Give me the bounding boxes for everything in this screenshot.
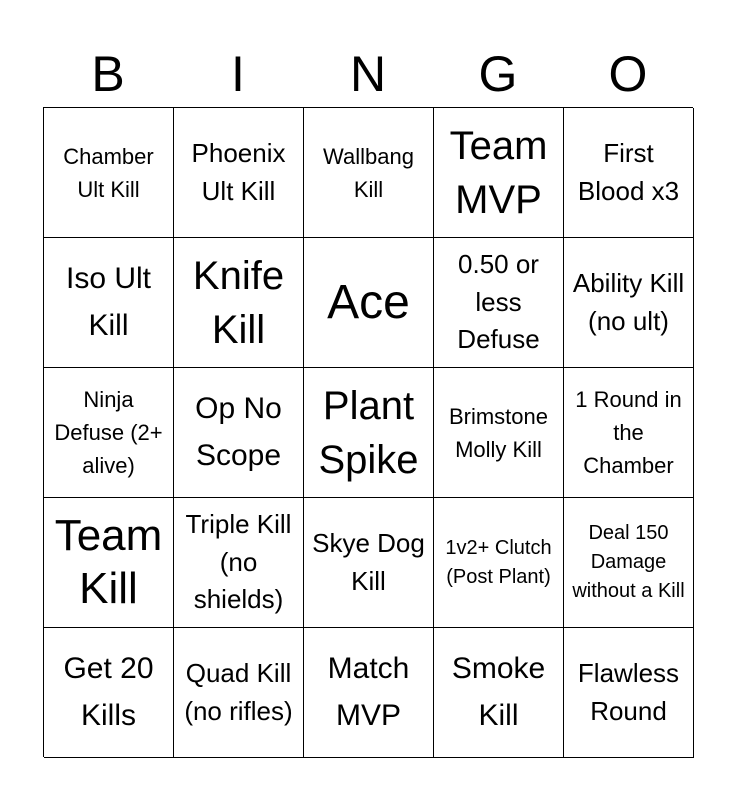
bingo-header bbox=[43, 40, 693, 108]
cell-label: First Blood x3 bbox=[577, 137, 680, 206]
cell-label: Smoke Kill bbox=[451, 652, 546, 732]
bingo-cell[interactable] bbox=[304, 238, 434, 368]
header-letter-b: B bbox=[91, 46, 125, 102]
bingo-cell[interactable] bbox=[44, 498, 174, 628]
cell-label: 1 Round in the Chamber bbox=[575, 387, 682, 478]
cell-label: Ability Kill (no ult) bbox=[572, 267, 685, 336]
bingo-cell[interactable] bbox=[434, 628, 564, 758]
header-letter-n: N bbox=[349, 46, 387, 102]
cell-label: 1v2+ Clutch (Post Plant) bbox=[445, 536, 552, 588]
cell-label: Phoenix Ult Kill bbox=[191, 137, 286, 206]
cell-label: Team Kill bbox=[54, 510, 163, 613]
cell-label: 0.50 or less Defuse bbox=[457, 248, 540, 355]
cell-label: Get 20 Kills bbox=[63, 652, 154, 732]
header-letter-g: G bbox=[478, 46, 518, 102]
bingo-cell[interactable] bbox=[44, 108, 174, 238]
bingo-cell[interactable] bbox=[174, 498, 304, 628]
bingo-cell[interactable] bbox=[564, 368, 694, 498]
cell-label: Flawless Round bbox=[577, 657, 680, 726]
bingo-cell[interactable] bbox=[174, 238, 304, 368]
bingo-cell[interactable] bbox=[564, 108, 694, 238]
bingo-board bbox=[43, 107, 693, 757]
bingo-cell[interactable] bbox=[434, 108, 564, 238]
cell-label: Team MVP bbox=[449, 123, 548, 222]
cell-label: Quad Kill (no rifles) bbox=[184, 657, 293, 726]
bingo-cell[interactable] bbox=[304, 498, 434, 628]
cell-label: Skye Dog Kill bbox=[312, 527, 425, 596]
cell-label: Knife Kill bbox=[192, 253, 285, 352]
cell-label: Deal 150 Damage without a Kill bbox=[572, 522, 685, 602]
cell-label: Op No Scope bbox=[195, 392, 282, 472]
bingo-cell[interactable] bbox=[174, 628, 304, 758]
bingo-cell[interactable] bbox=[304, 628, 434, 758]
bingo-cell[interactable] bbox=[44, 628, 174, 758]
cell-label: Ninja Defuse (2+ alive) bbox=[54, 387, 163, 478]
bingo-cell[interactable] bbox=[434, 368, 564, 498]
bingo-cell[interactable] bbox=[434, 498, 564, 628]
bingo-cell[interactable] bbox=[434, 238, 564, 368]
header-letter-o: O bbox=[608, 46, 648, 102]
bingo-cell[interactable] bbox=[564, 628, 694, 758]
cell-label: Triple Kill (no shields) bbox=[185, 508, 292, 615]
cell-label: Iso Ult Kill bbox=[65, 262, 152, 342]
cell-label: Plant Spike bbox=[318, 383, 419, 482]
cell-label: Chamber Ult Kill bbox=[63, 143, 154, 202]
bingo-cell[interactable] bbox=[304, 368, 434, 498]
bingo-cell[interactable] bbox=[44, 238, 174, 368]
bingo-cell[interactable] bbox=[44, 368, 174, 498]
cell-label: Brimstone Molly Kill bbox=[448, 403, 549, 462]
cell-label: Ace bbox=[327, 275, 410, 329]
bingo-cell[interactable] bbox=[304, 108, 434, 238]
cell-label: Wallbang Kill bbox=[323, 143, 414, 202]
bingo-cell[interactable] bbox=[564, 238, 694, 368]
bingo-cell[interactable] bbox=[564, 498, 694, 628]
cell-label: Match MVP bbox=[327, 652, 410, 732]
bingo-cell[interactable] bbox=[174, 368, 304, 498]
header-letter-i: I bbox=[231, 46, 245, 102]
bingo-cell[interactable] bbox=[174, 108, 304, 238]
